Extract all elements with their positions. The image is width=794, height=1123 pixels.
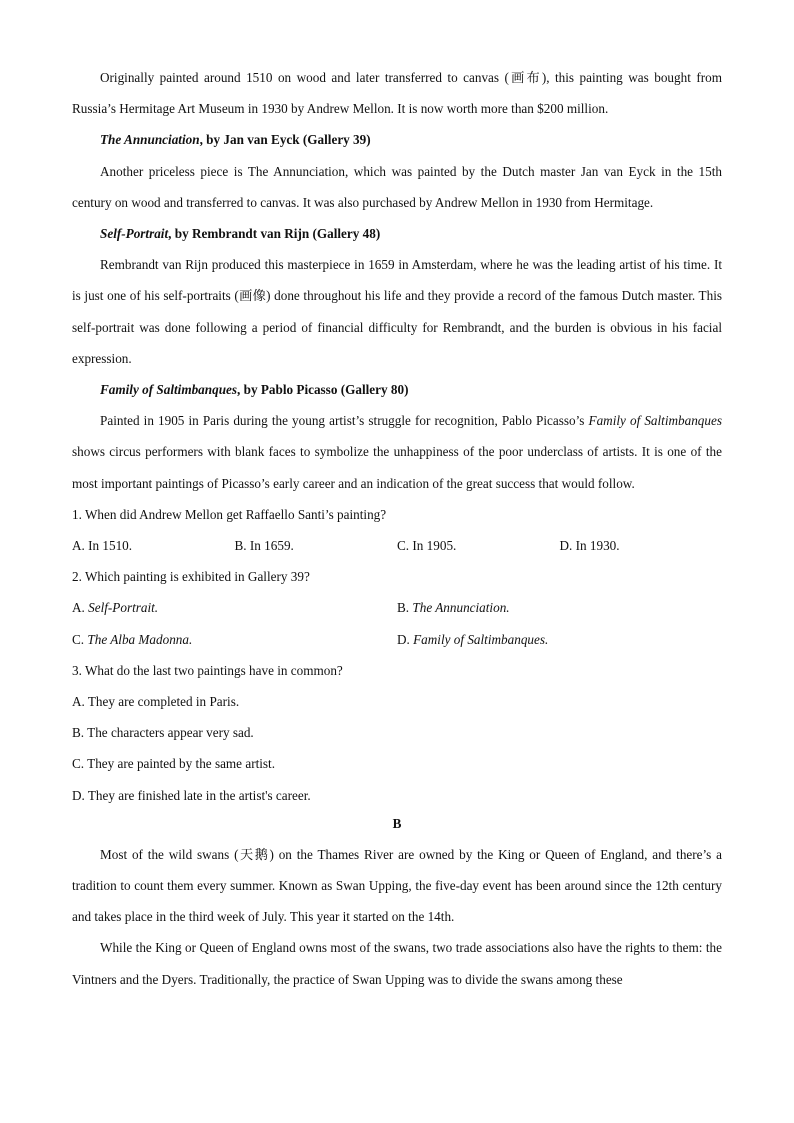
question-2-option-d-title: Family of Saltimbanques. <box>413 631 549 647</box>
question-2-option-c <box>72 624 397 655</box>
question-1-option-d: D. In 1930. <box>559 538 620 554</box>
heading-saltimbanques <box>72 374 722 405</box>
heading-saltimbanques-rest: , by Pablo Picasso (Gallery 80) <box>237 382 409 398</box>
question-2-option-a-letter: A. <box>72 600 89 616</box>
question-2-option-c-letter: C. <box>72 631 88 647</box>
question-2-option-c-title: The Alba Madonna. <box>87 631 193 647</box>
question-3: 3. What do the last two paintings have in common? <box>72 662 343 678</box>
question-2-option-b-letter: B. <box>397 600 413 616</box>
paragraph-alba-madonna: Originally painted around 1510 on wood and later transferred to canvas (画布), this painting was bought from Russia’s Hermitage Art Museum in 1930 by Andrew Mellon. It is now worth more than $200 million. <box>72 70 722 117</box>
question-1-option-a: A. In 1510. <box>72 538 133 554</box>
question-3-option-d: D. They are finished late in the artist's career. <box>72 787 311 803</box>
question-1: 1. When did Andrew Mellon get Raffaello Santi’s painting? <box>72 506 387 522</box>
question-2-option-b <box>397 592 722 623</box>
heading-annunciation <box>72 124 722 155</box>
question-2-options-row-2 <box>72 624 722 655</box>
paragraph-saltimbanques-a: Painted in 1905 in Paris during the young artist’s struggle for recognition, Pablo Picasso’s <box>100 413 589 429</box>
question-2: 2. Which painting is exhibited in Gallery 39? <box>72 569 310 585</box>
question-3-option-b: B. The characters appear very sad. <box>72 725 254 741</box>
question-2-option-d-letter: D. <box>397 631 414 647</box>
paragraph-saltimbanques <box>72 405 722 499</box>
question-1-options <box>72 530 722 561</box>
document-page <box>72 62 722 995</box>
question-2-option-a-title: Self-Portrait. <box>88 600 159 616</box>
heading-annunciation-rest: , by Jan van Eyck (Gallery 39) <box>199 132 371 148</box>
question-3-option-a: A. They are completed in Paris. <box>72 694 240 710</box>
heading-self-portrait-rest: , by Rembrandt van Rijn (Gallery 48) <box>168 226 381 242</box>
section-label-b: B <box>392 815 402 831</box>
question-2-option-d <box>397 624 722 655</box>
paragraph-swans-ownership: While the King or Queen of England owns most of the swans, two trade associations also have the rights to them: the Vintners and the Dyers. Traditionally, the practice of Swan Upping was to divide the swans among these <box>72 940 722 987</box>
paragraph-swans-intro: Most of the wild swans (天鹅) on the Thames River are owned by the King or Queen of England, and there’s a tradition to count them every summer. Known as Swan Upping, the five-day event has been around since the 12th century and takes place in the third week of July. This year it started on the 14th. <box>72 846 722 925</box>
question-2-option-b-title: The Annunciation. <box>412 600 510 616</box>
question-3-option-c: C. They are painted by the same artist. <box>72 756 276 772</box>
paragraph-saltimbanques-b: shows circus performers with blank faces to symbolize the unhappiness of the poor underclass of artists. It is one of the most important paintings of Picasso’s early career and an indication of the great success that would follow. <box>72 444 722 491</box>
question-1-option-b: B. In 1659. <box>234 538 294 554</box>
paragraph-annunciation: Another priceless piece is The Annunciation, which was painted by the Dutch master Jan van Eyck in the 15th century on wood and transferred to canvas. It was also purchased by Andrew Mellon in 1930 from Hermitage. <box>72 163 722 210</box>
paragraph-saltimbanques-italic: Family of Saltimbanques <box>588 413 722 429</box>
heading-self-portrait <box>72 218 722 249</box>
heading-annunciation-title: The Annunciation <box>100 132 200 148</box>
question-1-option-c: C. In 1905. <box>397 538 457 554</box>
heading-self-portrait-title: Self-Portrait <box>100 226 169 242</box>
question-2-options-row-1 <box>72 592 722 623</box>
question-2-option-a <box>72 592 397 623</box>
heading-saltimbanques-title: Family of Saltimbanques <box>100 382 238 398</box>
paragraph-self-portrait: Rembrandt van Rijn produced this masterpiece in 1659 in Amsterdam, where he was the leading artist of his time. It is just one of his self-portraits (画像) done throughout his life and they provide a record of the famous Dutch master. This self-portrait was done following a period of financial difficulty for Rembrandt, and the burden is obvious in his facial expression. <box>72 257 722 366</box>
